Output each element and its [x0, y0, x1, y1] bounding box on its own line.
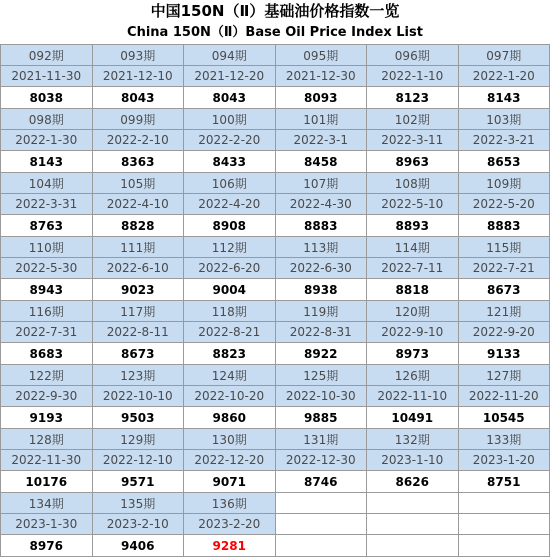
date-cell: 2022-8-11 — [92, 322, 184, 343]
empty-cell — [275, 514, 367, 535]
value-cell: 8673 — [92, 343, 184, 365]
period-cell: 119期 — [275, 301, 367, 322]
empty-cell — [458, 514, 550, 535]
value-cell: 8922 — [275, 343, 367, 365]
empty-cell — [458, 535, 550, 557]
date-cell: 2022-11-20 — [458, 386, 550, 407]
date-cell: 2022-7-21 — [458, 258, 550, 279]
date-cell: 2021-12-20 — [184, 66, 276, 87]
value-cell: 10491 — [367, 407, 459, 429]
date-cell: 2023-1-20 — [458, 450, 550, 471]
period-cell: 122期 — [1, 365, 93, 386]
value-cell: 8818 — [367, 279, 459, 301]
period-cell: 126期 — [367, 365, 459, 386]
value-cell: 8043 — [92, 87, 184, 109]
table-row — [1, 45, 550, 66]
table-row — [1, 258, 550, 279]
date-cell: 2022-12-10 — [92, 450, 184, 471]
date-cell: 2022-5-10 — [367, 194, 459, 215]
value-cell: 8763 — [1, 215, 93, 237]
value-cell: 8626 — [367, 471, 459, 493]
value-cell: 8973 — [367, 343, 459, 365]
empty-cell — [367, 493, 459, 514]
period-cell: 135期 — [92, 493, 184, 514]
period-cell: 094期 — [184, 45, 276, 66]
value-cell: 9004 — [184, 279, 276, 301]
date-cell: 2022-5-30 — [1, 258, 93, 279]
value-cell: 8363 — [92, 151, 184, 173]
period-cell: 121期 — [458, 301, 550, 322]
period-cell: 118期 — [184, 301, 276, 322]
table-row — [1, 343, 550, 365]
empty-cell — [367, 514, 459, 535]
value-cell: 10545 — [458, 407, 550, 429]
date-cell: 2022-7-31 — [1, 322, 93, 343]
date-cell: 2022-5-20 — [458, 194, 550, 215]
period-cell: 092期 — [1, 45, 93, 66]
table-row — [1, 429, 550, 450]
table-row — [1, 493, 550, 514]
value-cell: 8746 — [275, 471, 367, 493]
date-cell: 2022-1-20 — [458, 66, 550, 87]
value-cell: 8976 — [1, 535, 93, 557]
value-cell: 8673 — [458, 279, 550, 301]
date-cell: 2022-10-30 — [275, 386, 367, 407]
period-cell: 132期 — [367, 429, 459, 450]
date-cell: 2021-12-10 — [92, 66, 184, 87]
table-row — [1, 471, 550, 493]
date-cell: 2023-1-10 — [367, 450, 459, 471]
period-cell: 104期 — [1, 173, 93, 194]
table-row — [1, 194, 550, 215]
value-cell: 9860 — [184, 407, 276, 429]
value-cell: 9571 — [92, 471, 184, 493]
title-english: China 150N（Ⅱ）Base Oil Price Index List — [127, 25, 423, 40]
value-cell: 8043 — [184, 87, 276, 109]
period-cell: 128期 — [1, 429, 93, 450]
table-row — [1, 173, 550, 194]
title-chinese: 中国150N（Ⅱ）基础油价格指数一览 — [150, 2, 400, 20]
period-cell: 101期 — [275, 109, 367, 130]
date-cell: 2023-2-20 — [184, 514, 276, 535]
period-cell: 130期 — [184, 429, 276, 450]
value-cell: 8908 — [184, 215, 276, 237]
value-cell: 8458 — [275, 151, 367, 173]
value-cell: 8883 — [458, 215, 550, 237]
period-cell: 127期 — [458, 365, 550, 386]
table-row — [1, 535, 550, 557]
date-cell: 2022-12-20 — [184, 450, 276, 471]
period-cell: 102期 — [367, 109, 459, 130]
date-cell: 2022-4-20 — [184, 194, 276, 215]
value-cell: 8943 — [1, 279, 93, 301]
period-cell: 098期 — [1, 109, 93, 130]
empty-cell — [367, 535, 459, 557]
table-row — [1, 87, 550, 109]
period-cell: 096期 — [367, 45, 459, 66]
table-row — [1, 109, 550, 130]
date-cell: 2021-12-30 — [275, 66, 367, 87]
date-cell: 2022-11-10 — [367, 386, 459, 407]
value-cell: 8823 — [184, 343, 276, 365]
date-cell: 2022-12-30 — [275, 450, 367, 471]
value-cell: 8433 — [184, 151, 276, 173]
table-row — [1, 407, 550, 429]
empty-cell — [275, 493, 367, 514]
date-cell: 2022-6-10 — [92, 258, 184, 279]
period-cell: 113期 — [275, 237, 367, 258]
date-cell: 2022-9-30 — [1, 386, 93, 407]
table-row — [1, 386, 550, 407]
date-cell: 2023-1-30 — [1, 514, 93, 535]
table-row — [1, 514, 550, 535]
period-cell: 097期 — [458, 45, 550, 66]
date-cell: 2022-10-20 — [184, 386, 276, 407]
period-cell: 093期 — [92, 45, 184, 66]
date-cell: 2022-6-30 — [275, 258, 367, 279]
value-cell: 8038 — [1, 87, 93, 109]
value-cell: 9281 — [184, 535, 276, 557]
date-cell: 2022-1-10 — [367, 66, 459, 87]
date-cell: 2022-2-10 — [92, 130, 184, 151]
value-cell: 9071 — [184, 471, 276, 493]
period-cell: 123期 — [92, 365, 184, 386]
period-cell: 103期 — [458, 109, 550, 130]
period-cell: 099期 — [92, 109, 184, 130]
date-cell: 2022-7-11 — [367, 258, 459, 279]
period-cell: 100期 — [184, 109, 276, 130]
period-cell: 131期 — [275, 429, 367, 450]
period-cell: 125期 — [275, 365, 367, 386]
value-cell: 8683 — [1, 343, 93, 365]
period-cell: 095期 — [275, 45, 367, 66]
date-cell: 2022-4-30 — [275, 194, 367, 215]
date-cell: 2022-3-1 — [275, 130, 367, 151]
period-cell: 106期 — [184, 173, 276, 194]
period-cell: 129期 — [92, 429, 184, 450]
price-index-table — [0, 44, 550, 557]
period-cell: 120期 — [367, 301, 459, 322]
table-row — [1, 130, 550, 151]
period-cell: 114期 — [367, 237, 459, 258]
empty-cell — [275, 535, 367, 557]
period-cell: 124期 — [184, 365, 276, 386]
value-cell: 9885 — [275, 407, 367, 429]
value-cell: 9193 — [1, 407, 93, 429]
value-cell: 8963 — [367, 151, 459, 173]
date-cell: 2022-11-30 — [1, 450, 93, 471]
period-cell: 111期 — [92, 237, 184, 258]
value-cell: 8938 — [275, 279, 367, 301]
value-cell: 8093 — [275, 87, 367, 109]
period-cell: 133期 — [458, 429, 550, 450]
table-row — [1, 151, 550, 173]
period-cell: 112期 — [184, 237, 276, 258]
value-cell: 9133 — [458, 343, 550, 365]
date-cell: 2022-3-11 — [367, 130, 459, 151]
period-cell: 107期 — [275, 173, 367, 194]
value-cell: 8883 — [275, 215, 367, 237]
value-cell: 8123 — [367, 87, 459, 109]
date-cell: 2022-3-21 — [458, 130, 550, 151]
value-cell: 8143 — [458, 87, 550, 109]
value-cell: 10176 — [1, 471, 93, 493]
value-cell: 8828 — [92, 215, 184, 237]
value-cell: 8893 — [367, 215, 459, 237]
table-row — [1, 322, 550, 343]
period-cell: 117期 — [92, 301, 184, 322]
date-cell: 2022-10-10 — [92, 386, 184, 407]
date-cell: 2023-2-10 — [92, 514, 184, 535]
table-row — [1, 450, 550, 471]
date-cell: 2022-9-20 — [458, 322, 550, 343]
table-row — [1, 66, 550, 87]
table-row — [1, 279, 550, 301]
value-cell: 9406 — [92, 535, 184, 557]
table-row — [1, 301, 550, 322]
value-cell: 9023 — [92, 279, 184, 301]
value-cell: 8751 — [458, 471, 550, 493]
period-cell: 110期 — [1, 237, 93, 258]
date-cell: 2022-8-31 — [275, 322, 367, 343]
date-cell: 2022-6-20 — [184, 258, 276, 279]
empty-cell — [458, 493, 550, 514]
period-cell: 108期 — [367, 173, 459, 194]
date-cell: 2022-3-31 — [1, 194, 93, 215]
table-row — [1, 237, 550, 258]
date-cell: 2022-2-20 — [184, 130, 276, 151]
date-cell: 2022-1-30 — [1, 130, 93, 151]
date-cell: 2022-9-10 — [367, 322, 459, 343]
period-cell: 136期 — [184, 493, 276, 514]
period-cell: 105期 — [92, 173, 184, 194]
period-cell: 115期 — [458, 237, 550, 258]
date-cell: 2022-8-21 — [184, 322, 276, 343]
value-cell: 8143 — [1, 151, 93, 173]
period-cell: 109期 — [458, 173, 550, 194]
period-cell: 116期 — [1, 301, 93, 322]
period-cell: 134期 — [1, 493, 93, 514]
table-row — [1, 215, 550, 237]
table-row — [1, 365, 550, 386]
date-cell: 2022-4-10 — [92, 194, 184, 215]
value-cell: 9503 — [92, 407, 184, 429]
value-cell: 8653 — [458, 151, 550, 173]
date-cell: 2021-11-30 — [1, 66, 93, 87]
